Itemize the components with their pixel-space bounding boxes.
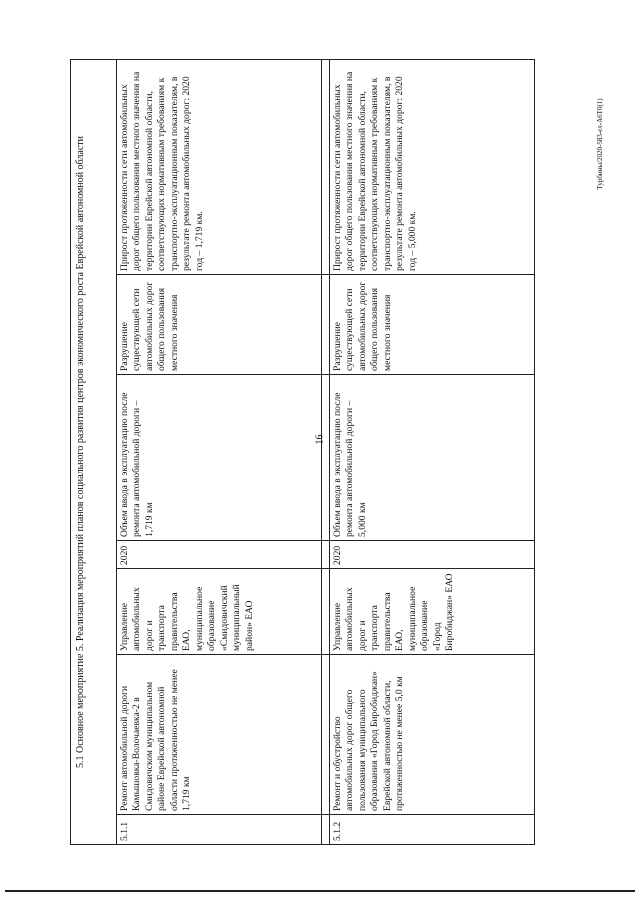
spacer-cell <box>322 655 330 815</box>
consequence: Разрушение существующей сети автомобильных дорог общего пользования местного значения <box>117 275 322 375</box>
bottom-rule <box>5 890 635 892</box>
executor: Управление автомобильных дорог и транспорта правительства ЕАО, муниципальное образование «Смидовичский муниципальный район» ЕАО <box>117 569 322 655</box>
expected-result: Объем ввода в эксплуатацию после ремонта автомобильной дороги – 1,719 км <box>117 375 322 541</box>
spacer-cell <box>322 275 330 375</box>
spacer-cell <box>322 59 330 274</box>
year: 2020 <box>330 541 535 569</box>
table-row <box>117 59 322 844</box>
footer-code: Турбины/2020-583-ел-А6Т0(1) <box>596 98 604 190</box>
spacer-cell <box>322 375 330 541</box>
year: 2020 <box>117 541 322 569</box>
executor: Управление автомобильных дорог и транспорта правительства ЕАО, муниципальное образование «Город Биробиджан» ЕАО <box>330 569 535 655</box>
indicator: Прирост протяженности сети автомобильных дорог общего пользования местного значения на территории Еврейской автономной области, соответствующих нормативным требованиям к транспортно-эксплуатационным показателям, в результате ремонта автомобильных дорог: 2020 год – 5,000 км. <box>330 59 535 274</box>
spacer-cell <box>322 569 330 655</box>
row-number: 5.1.2 <box>330 815 535 845</box>
row-number: 5.1.1 <box>117 815 322 845</box>
spacer-cell <box>322 815 330 845</box>
spacer-row <box>322 59 330 844</box>
indicator: Прирост протяженности сети автомобильных дорог общего пользования местного значения на территории Еврейской автономной области, соответствующих нормативным требованиям к транспортно-эксплуатационным показателям, в результате ремонта автомобильных дорог: 2020 год – 1,719 км. <box>117 59 322 274</box>
table-row <box>330 59 535 844</box>
spacer-cell <box>322 541 330 569</box>
rotated-table-container <box>70 60 540 845</box>
measure-name: Ремонт и обустройство автомобильных дорог общего пользования муниципального образования «Город Биробиджан» Еврейской автономной области, протяженностью не менее 5,0 км <box>330 655 535 815</box>
measure-name: Ремонт автомобильной дороги Камышовка-Волочаевка-2 в Смидовичском муниципальном районе Еврейской автономной области протяженностью не менее 1,719 км <box>117 655 322 815</box>
page-number: 16 <box>314 434 326 445</box>
measures-table <box>70 59 535 845</box>
section-title: 5.1 Основное мероприятие 5. Реализация мероприятий планов социального развития центров экономического роста Еврейской автономной области <box>71 59 117 844</box>
consequence: Разрушение существующей сети автомобильных дорог общего пользования местного значения <box>330 275 535 375</box>
expected-result: Объем ввода в эксплуатацию после ремонта автомобильной дороги – 5,000 км <box>330 375 535 541</box>
